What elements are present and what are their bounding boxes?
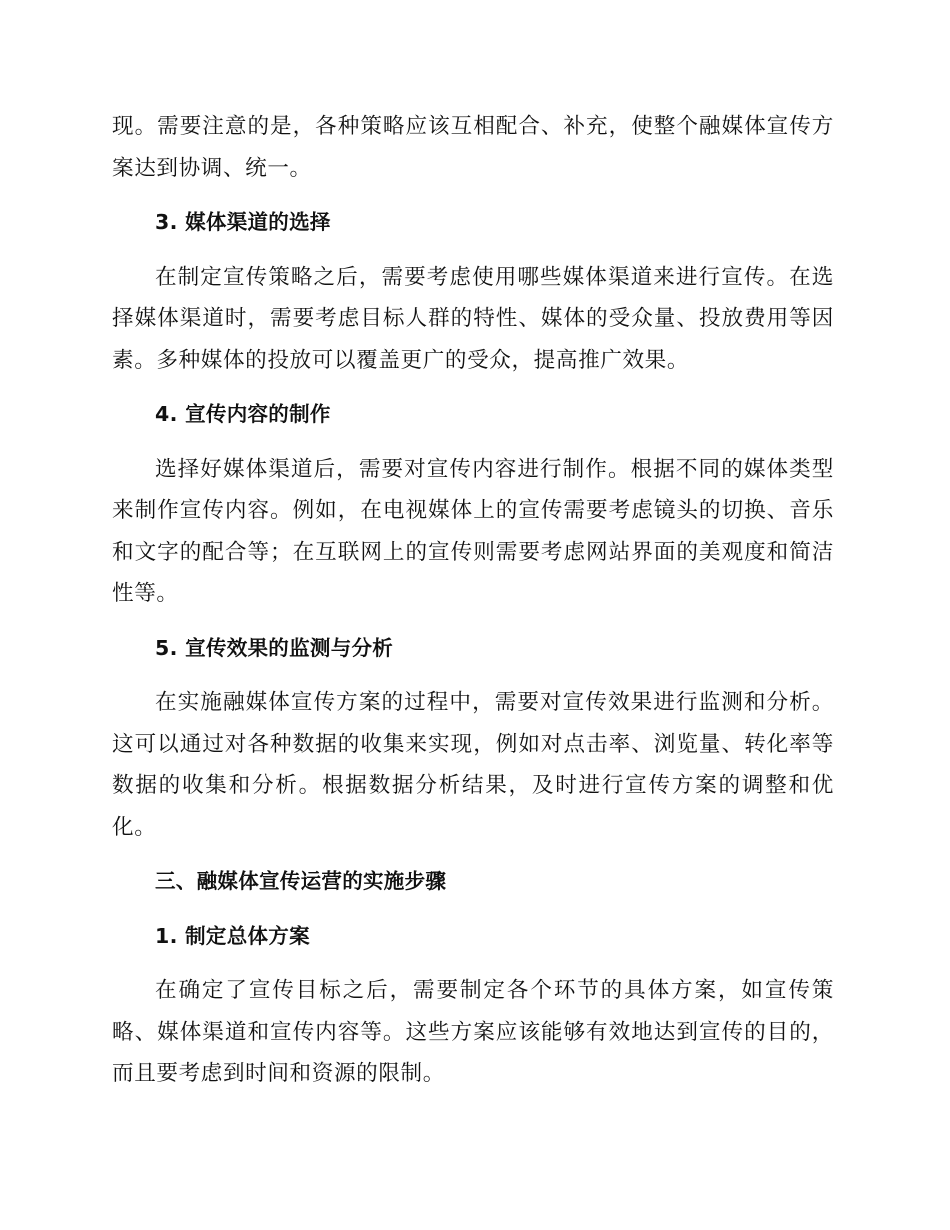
paragraph-content-production: 选择好媒体渠道后，需要对宣传内容进行制作。根据不同的媒体类型来制作宣传内容。例如，在电视媒体上的宣传需要考虑镜头的切换、音乐和文字的配合等；在互联网上的宣传则需要考虑网站界面的美观度和简洁性等。 bbox=[112, 456, 834, 606]
section-heading-overall-plan: 1. 制定总体方案 bbox=[155, 923, 310, 948]
section-heading-effect-monitoring: 5. 宣传效果的监测与分析 bbox=[155, 635, 394, 660]
chapter-heading-implementation-steps: 三、融媒体宣传运营的实施步骤 bbox=[155, 869, 447, 893]
paragraph-media-channels: 在制定宣传策略之后，需要考虑使用哪些媒体渠道来进行宣传。在选择媒体渠道时，需要考虑目标人群的特性、媒体的受众量、投放费用等因素。多种媒体的投放可以覆盖更广的受众，提高推广效果。 bbox=[112, 264, 834, 373]
section-heading-content-production: 4. 宣传内容的制作 bbox=[155, 402, 331, 426]
paragraph-overall-plan: 在确定了宣传目标之后，需要制定各个环节的具体方案，如宣传策略、媒体渠道和宣传内容等。这些方案应该能够有效地达到宣传的目的，而且要考虑到时间和资源的限制。 bbox=[112, 978, 834, 1086]
document-body bbox=[112, 106, 834, 1108]
paragraph-continued: 现。需要注意的是，各种策略应该互相配合、补充，使整个融媒体宣传方案达到协调、统一。 bbox=[112, 114, 834, 181]
section-heading-media-channels: 3. 媒体渠道的选择 bbox=[155, 210, 331, 234]
paragraph-effect-monitoring: 在实施融媒体宣传方案的过程中，需要对宣传效果进行监测和分析。这可以通过对各种数据的收集来实现，例如对点击率、浏览量、转化率等数据的收集和分析。根据数据分析结果，及时进行宣传方案的调整和优化。 bbox=[112, 690, 834, 840]
